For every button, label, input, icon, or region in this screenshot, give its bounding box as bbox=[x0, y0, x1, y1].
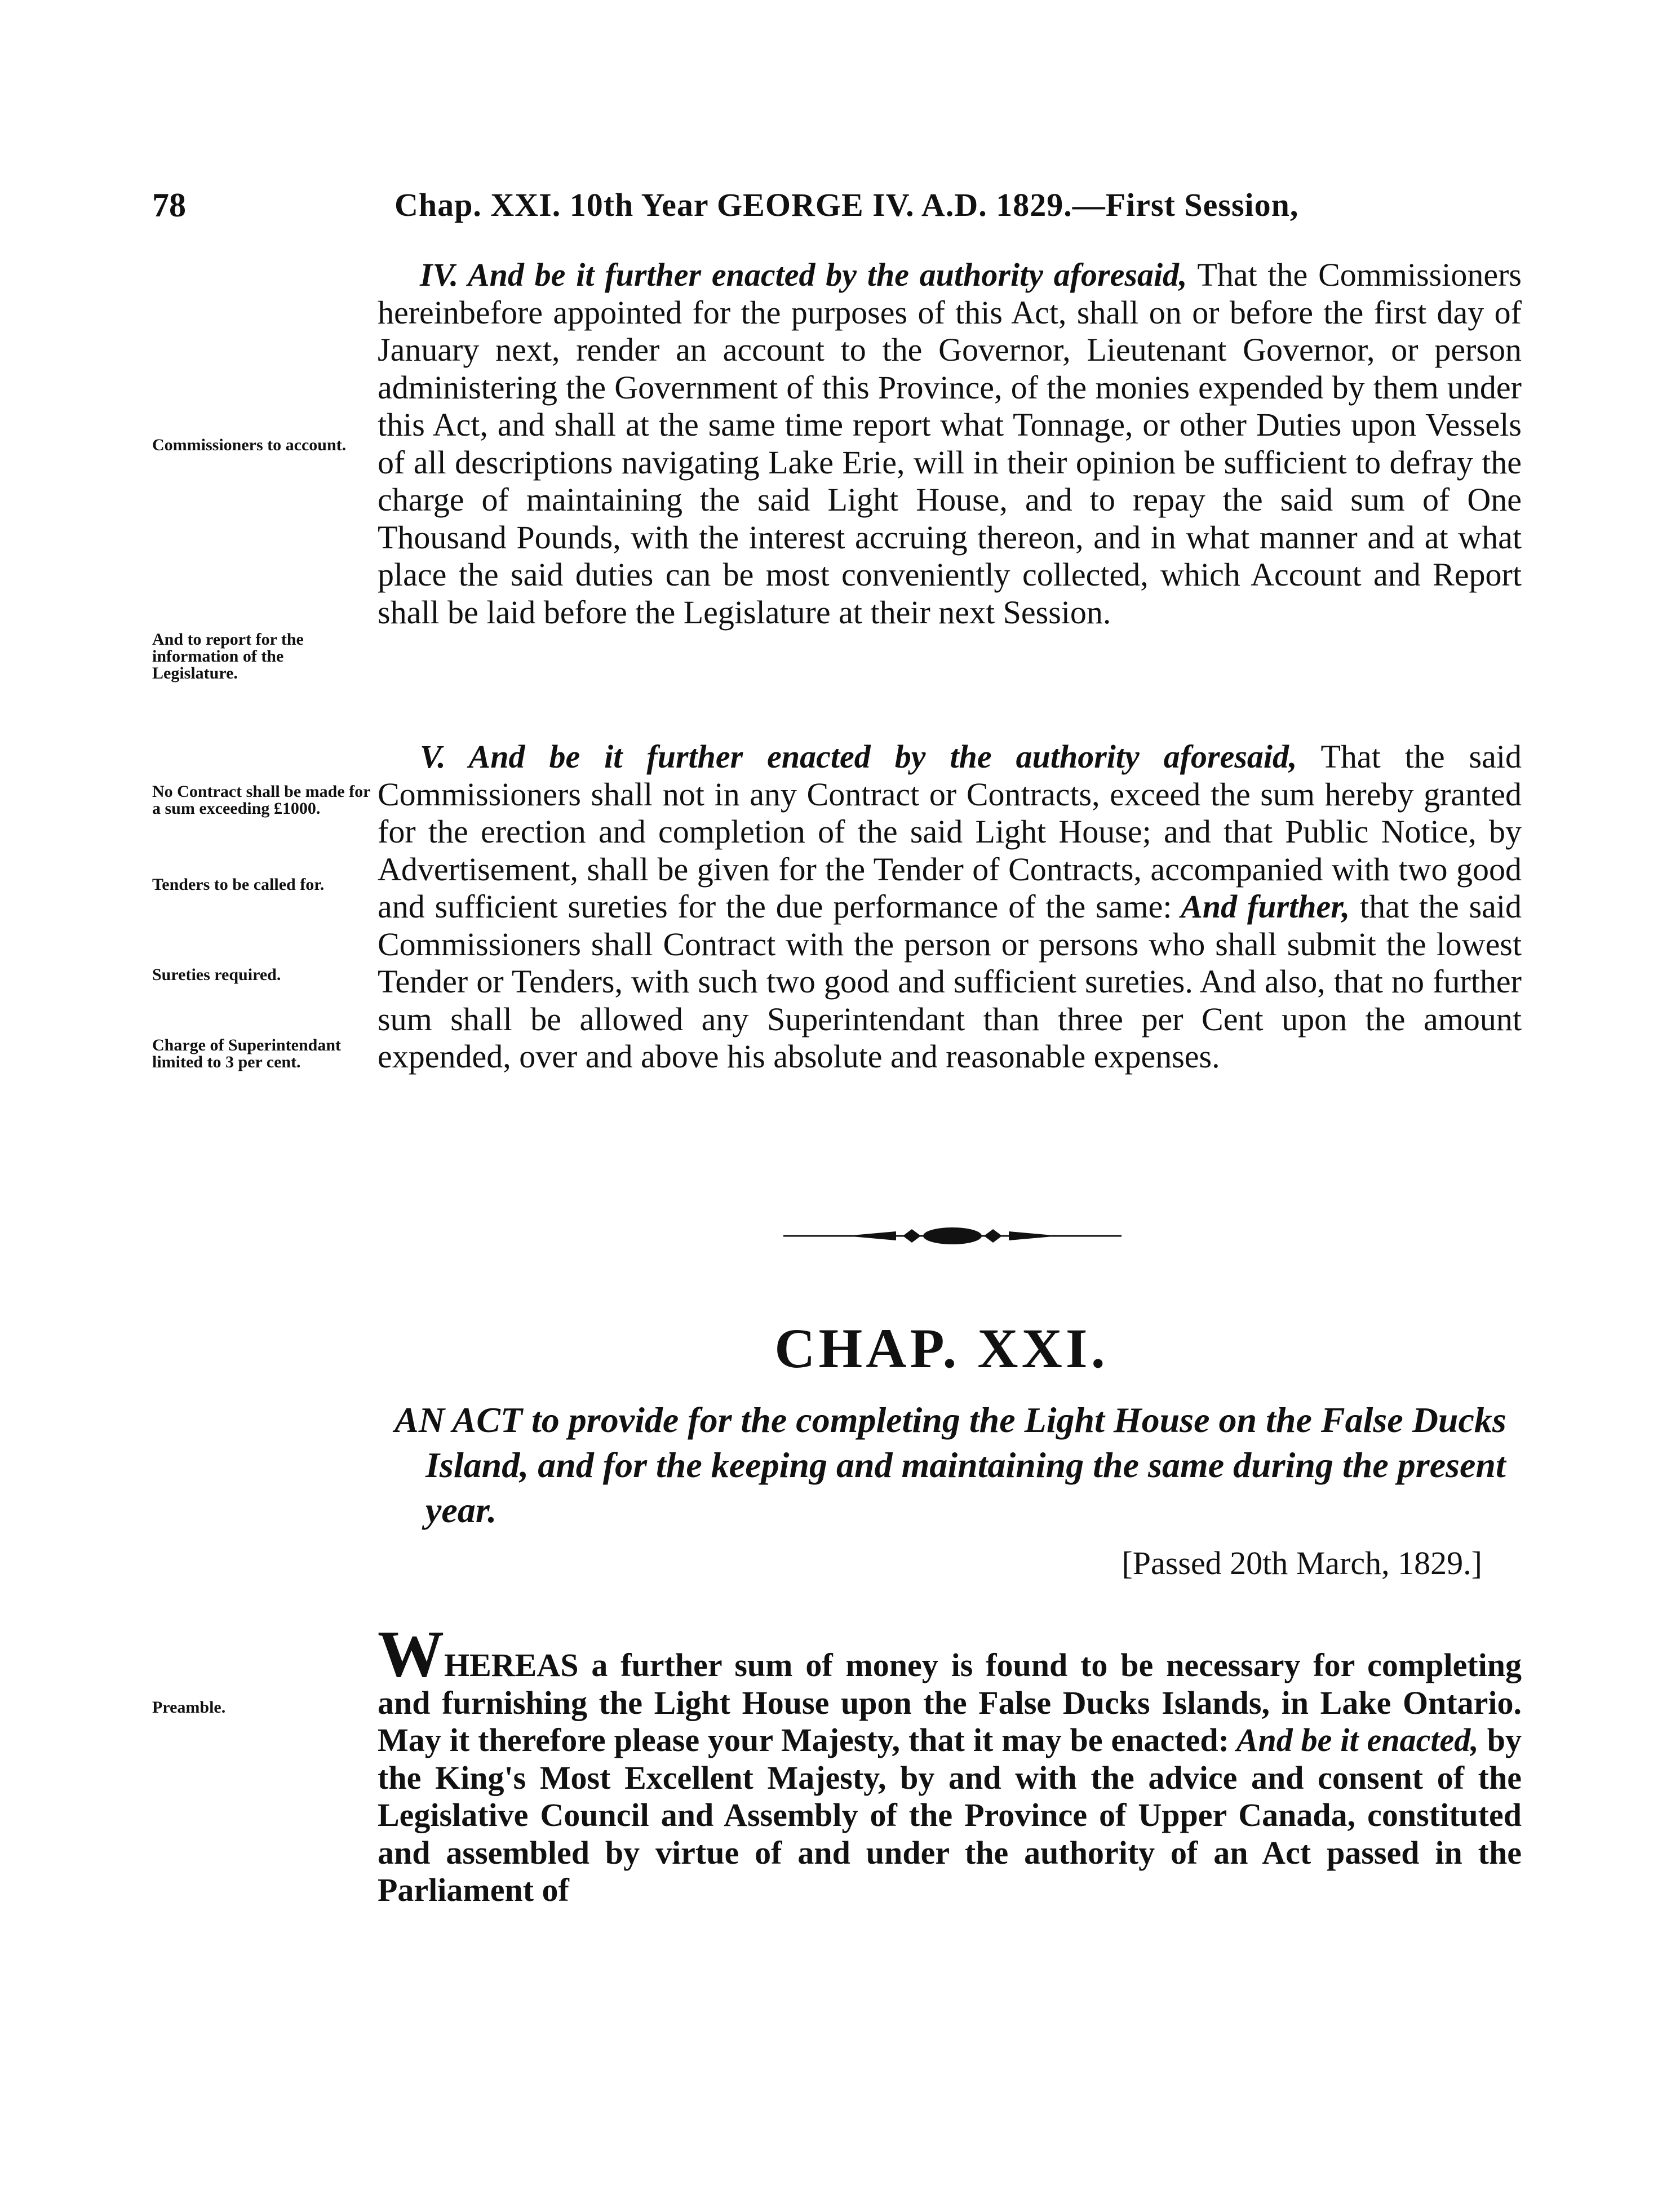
margin-note-report-legislature: And to report for the information of the Legislature. bbox=[152, 630, 304, 682]
section-iv-intro: IV. And be it further enacted by the authority aforesaid, bbox=[420, 256, 1187, 293]
margin-note-superintendant: Charge of Superintendant limited to 3 per cent. bbox=[152, 1036, 342, 1071]
section-v bbox=[378, 738, 1522, 1076]
section-v-text-a: That the said Commissioners shall not in any Contract or Contracts, exceed the sum hereby granted for the erection and completion of the said Light House; and that Public Notice, by Advertisement, shall be given for the Tender of Contracts, accompanied with two good and sufficient sureties for the due performance of the same: bbox=[378, 738, 1522, 925]
preamble-section bbox=[378, 1617, 1522, 1909]
section-v-paragraph bbox=[378, 738, 1522, 1076]
act-title-text: AN ACT to provide for the completing the Light House on the False Ducks Island, and for the keeping and maintaining the same during the present year. bbox=[394, 1400, 1506, 1530]
section-iv-paragraph bbox=[378, 256, 1522, 631]
running-title: Chap. XXI. 10th Year GEORGE IV. A.D. 1829.—First Session, bbox=[394, 187, 1299, 223]
margin-note-no-contract: No Contract shall be made for a sum exceeding £1000. bbox=[152, 782, 370, 818]
section-v-intro: V. And be it further enacted by the authority aforesaid, bbox=[420, 738, 1297, 775]
margin-note-tenders: Tenders to be called for. bbox=[152, 875, 325, 894]
act-title bbox=[394, 1398, 1522, 1533]
drop-cap: W bbox=[378, 1617, 444, 1691]
margin-note-sureties: Sureties required. bbox=[152, 965, 281, 984]
margin-note-preamble: Preamble. bbox=[152, 1698, 226, 1717]
preamble-text-a: HEREAS a further sum of money is found to be necessary for completing and furnishing the Light House upon the False Ducks Islands, in Lake Ontario. May it therefore please your Majesty, that it may be enacted: bbox=[378, 1647, 1522, 1758]
preamble-text-b: by the King's Most Excellent Majesty, by and with the advice and consent of the Legislative Council and Assembly of the Province of Upper Canada, constituted and assembled by virtue of and under the authority of an Act passed in the Parliament of bbox=[378, 1722, 1522, 1908]
section-v-further: And further, bbox=[1172, 888, 1350, 925]
section-iv-text: That the Commissioners hereinbefore appointed for the purposes of this Act, shall on or before the first day of January next, render an account to the Governor, Lieutenant Governor, or person administering the Government of this Province, of the monies expended by them under this Act, and shall at the same time report what Tonnage, or other Duties upon Vessels of all descriptions navigating Lake Erie, will in their opinion be sufficient to defray the charge of maintaining the said Light House, and to repay the said sum of One Thousand Pounds, with the interest accruing thereon, and in what manner and at what place the said duties can be most conveniently collected, which Account and Report shall be laid before the Legislature at their next Session. bbox=[378, 256, 1522, 631]
section-iv bbox=[378, 256, 1522, 631]
ornamental-rule bbox=[783, 1226, 1122, 1246]
margin-note-commissioners-account: Commissioners to account. bbox=[152, 436, 347, 454]
preamble-enacted: And be it enacted, bbox=[1229, 1722, 1479, 1758]
running-head bbox=[152, 186, 1522, 231]
passed-date: [Passed 20th March, 1829.] bbox=[1122, 1545, 1482, 1581]
chapter-title: CHAP. XXI. bbox=[774, 1317, 1109, 1380]
page-number: 78 bbox=[152, 187, 186, 224]
preamble-paragraph bbox=[378, 1617, 1522, 1909]
section-v-text-b: that the said Commissioners shall Contract with the person or persons who shall submit the lowest Tender or Tenders, with such two good and sufficient sureties. And also, that no further sum shall be allowed any Superintendant than three per Cent upon the amount expended, over and above his absolute and reasonable expenses. bbox=[378, 888, 1522, 1075]
